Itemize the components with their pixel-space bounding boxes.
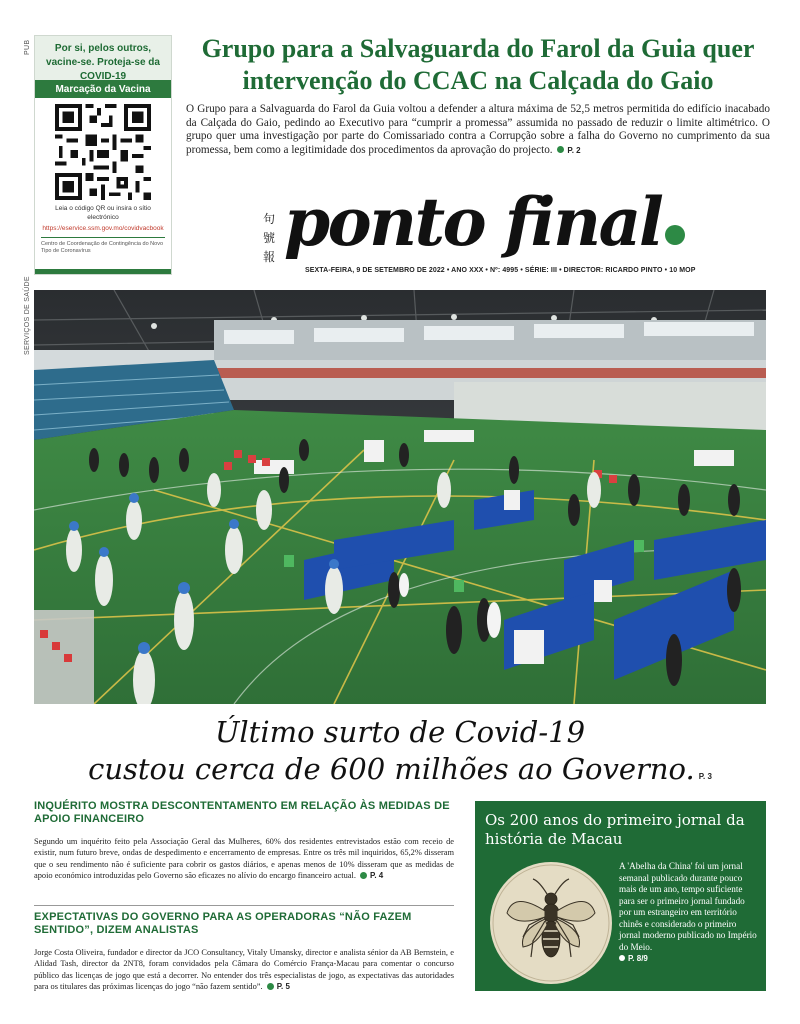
main-photo[interactable]: [34, 290, 766, 704]
story2-page-ref[interactable]: P. 5: [276, 982, 290, 992]
masthead-title: ponto final: [284, 183, 662, 261]
main-headline-line2-wrap: [34, 751, 766, 795]
top-story-lead: [186, 103, 770, 157]
top-story-page-ref[interactable]: P. 2: [567, 145, 581, 155]
bullet-icon: [557, 146, 564, 153]
story2-body: [34, 947, 454, 993]
feature-page-ref[interactable]: P. 8/9: [628, 954, 648, 963]
ad-booking-title: Marcação da Vacina: [35, 80, 171, 98]
testing-hall-illustration: [34, 290, 766, 704]
bullet-icon: [619, 955, 625, 961]
ad-instruction: Leia o código QR ou insira o sítio electrónico: [55, 205, 151, 221]
main-headline[interactable]: [34, 714, 766, 795]
bullet-icon: [267, 983, 274, 990]
top-story-text: O Grupo para a Salvaguarda do Farol da Guia voltou a defender a altura máxima de 52,5 metros permitida do edifício inacabado da Calçada do Gaio, pedindo ao Executivo para “cumprir a promessa” assumida no passado de reduzir o limite altimétrico. O grupo quer uma investigação por parte do Comissariado contra a Corrupção sobre a falha do Governo no cumprimento da sua promessa, bem como a legitimidade dos procedimentos da aprovação do projecto.: [186, 103, 770, 156]
logo-dot-icon: [665, 225, 685, 245]
bullet-icon: [360, 872, 367, 879]
pub-label: PUB: [24, 39, 31, 55]
feature-body: [619, 861, 757, 965]
masthead-logo[interactable]: [284, 182, 685, 262]
ad-slogan: Por si, pelos outros, vacine-se. Proteja-se da COVID-19: [35, 36, 171, 80]
divider: [34, 905, 454, 906]
ad-link[interactable]: https://eservice.ssm.gov.mo/covidvacbook: [42, 225, 164, 232]
main-headline-line1: Último surto de Covid-19: [214, 715, 586, 749]
qr-code-icon[interactable]: [55, 104, 151, 200]
feature-box[interactable]: [475, 801, 766, 991]
main-story-page-ref[interactable]: P. 3: [698, 772, 712, 781]
ad-footer: Centro de Coordenação de Contingência do Novo Tipo de Coronavírus: [41, 237, 165, 255]
story1-page-ref[interactable]: P. 4: [370, 871, 384, 881]
chinese-name: 句號報: [262, 212, 275, 264]
period-dot-icon: .: [685, 752, 695, 786]
bee-engraving-icon: [489, 861, 613, 985]
story2-headline[interactable]: EXPECTATIVAS DO GOVERNO PARA AS OPERADORAS “NÃO FAZEM SENTIDO”, DIZEM ANALISTAS: [34, 911, 412, 936]
story1-headline[interactable]: INQUÉRITO MOSTRA DESCONTENTAMENTO EM RELAÇÃO ÀS MEDIDAS DE APOIO FINANCEIRO: [34, 800, 450, 825]
ad-bottom-bar: [35, 269, 171, 274]
photo-credit: SERVIÇOS DE SAÚDE: [24, 276, 31, 355]
main-headline-line2: custou cerca de 600 milhões ao Governo: [88, 752, 686, 786]
story1-body: [34, 836, 454, 882]
story1-text: Segundo um inquérito feito pela Associação Geral das Mulheres, 60% dos residentes entrevistados estão com receio de existir, num futuro breve, ondas de despedimento e encerramento de empresas. Entre os três mil inquiridos, 65,2% disseram que o seu rendimento não é suficiente para cobrir os gastos diários, e apenas menos de 10% disseram que as medidas de apoio económico introduzidas pelo Governo são eficazes no alívio do encargo financeiro actual.: [34, 837, 454, 881]
feature-text: A 'Abelha da China' foi um jornal semanal publicado durante pouco mais de um ano, tempo suficiente para ser o primeiro jornal fundado por um estrangeiro em território chinês e considerado o primeiro jornal moderno publicado no Império do Meio.: [619, 861, 757, 952]
story2-text: Jorge Costa Oliveira, fundador e director da JCO Consultancy, Vitaly Umansky, director e analista sénior da AB Bernstein, e Alidad Tash, director da 2NT8, foram convidados pela Câmara do Comércio França-Macau para comentar o concurso público das licenças de jogo que está a decorrer. No entender dos três especialistas de jogo, as expectativas das autoridades para os titulares das próximas licenças do jogo “não fazem sentido”.: [34, 948, 454, 992]
top-story-headline[interactable]: Grupo para a Salvaguarda do Farol da Guia quer intervenção do CCAC na Calçada do Gaio: [201, 34, 755, 95]
dateline: SEXTA-FEIRA, 9 DE SETEMBRO DE 2022 • ANO XXX • Nº: 4995 • SÉRIE: III • DIRECTOR: RICARDO PINTO • 10 MOP: [305, 267, 696, 274]
vaccine-ad[interactable]: [34, 35, 172, 275]
feature-title: Os 200 anos do primeiro jornal da história de Macau: [485, 811, 745, 848]
